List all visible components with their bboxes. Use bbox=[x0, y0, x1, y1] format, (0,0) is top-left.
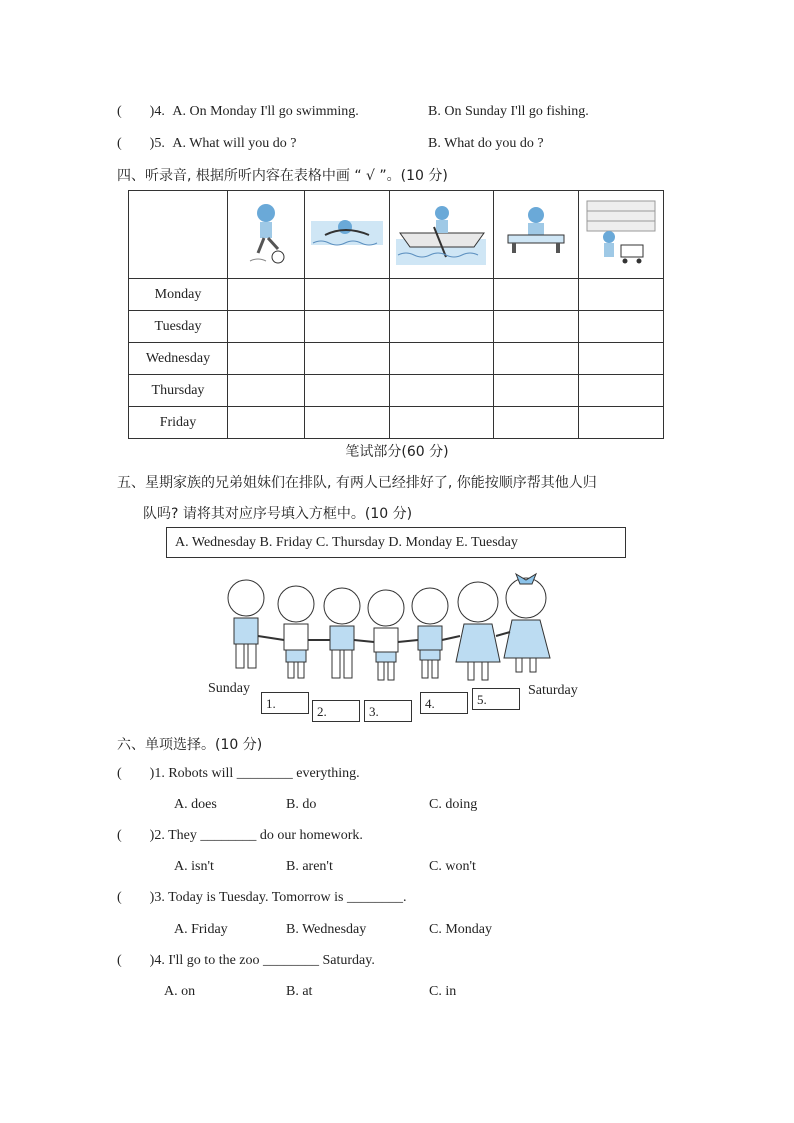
check-cell[interactable] bbox=[228, 279, 305, 311]
section5-title-line1: 五、星期家族的兄弟姐妹们在排队, 有两人已经排好了, 你能按顺序帮其他人归 bbox=[117, 475, 597, 491]
check-cell[interactable] bbox=[228, 375, 305, 407]
day-label-wednesday: Wednesday bbox=[129, 343, 228, 375]
check-cell[interactable] bbox=[579, 311, 664, 343]
check-cell[interactable] bbox=[305, 279, 390, 311]
written-section-header: 笔试部分(60 分) bbox=[345, 444, 449, 460]
question-4: ( )4. I'll go to the zoo ________ Saturday. bbox=[117, 953, 375, 968]
answer-slot-5[interactable]: 5. bbox=[472, 688, 520, 710]
question-2: ( )2. They ________ do our homework. bbox=[117, 828, 363, 843]
listening-q5: ( )5. A. What will you do ? bbox=[117, 136, 297, 151]
listening-q4-option-b: B. On Sunday I'll go fishing. bbox=[428, 104, 589, 119]
football-icon bbox=[228, 191, 304, 273]
check-cell[interactable] bbox=[390, 343, 494, 375]
check-cell[interactable] bbox=[228, 343, 305, 375]
check-cell[interactable] bbox=[305, 375, 390, 407]
question-1: ( )1. Robots will ________ everything. bbox=[117, 766, 360, 781]
rowing-picture-cell bbox=[390, 191, 494, 279]
swimming-icon bbox=[305, 191, 389, 273]
answer-slot-1[interactable]: 1. bbox=[261, 692, 309, 714]
check-cell[interactable] bbox=[494, 375, 579, 407]
shopping-picture-cell bbox=[579, 191, 664, 279]
q1-option-a[interactable]: A. does bbox=[174, 797, 217, 812]
answer-slot-2[interactable]: 2. bbox=[312, 700, 360, 722]
corner-cell bbox=[129, 191, 228, 279]
check-cell[interactable] bbox=[579, 375, 664, 407]
answer-slot-3[interactable]: 3. bbox=[364, 700, 412, 722]
check-cell[interactable] bbox=[494, 279, 579, 311]
football-picture-cell bbox=[228, 191, 305, 279]
activity-table bbox=[128, 190, 664, 439]
q2-option-a[interactable]: A. isn't bbox=[174, 859, 214, 874]
q4-option-a[interactable]: A. on bbox=[164, 984, 196, 999]
homework-picture-cell bbox=[494, 191, 579, 279]
q2-option-c[interactable]: C. won't bbox=[429, 859, 476, 874]
q3-option-c[interactable]: C. Monday bbox=[429, 922, 492, 937]
check-cell[interactable] bbox=[305, 407, 390, 439]
answer-slot-4[interactable]: 4. bbox=[420, 692, 468, 714]
day-label-thursday: Thursday bbox=[129, 375, 228, 407]
section4-title: 四、听录音, 根据所听内容在表格中画 “ √ ”。(10 分) bbox=[117, 168, 448, 184]
check-cell[interactable] bbox=[228, 407, 305, 439]
q1-option-c[interactable]: C. doing bbox=[429, 797, 478, 812]
children-queue-illustration bbox=[220, 566, 570, 690]
section5-title-line2: 队吗? 请将其对应序号填入方框中。(10 分) bbox=[143, 506, 413, 522]
question-3: ( )3. Today is Tuesday. Tomorrow is ________. bbox=[117, 890, 407, 905]
listening-q4: ( )4. A. On Monday I'll go swimming. bbox=[117, 104, 359, 119]
check-cell[interactable] bbox=[390, 407, 494, 439]
check-cell[interactable] bbox=[494, 343, 579, 375]
q1-option-b[interactable]: B. do bbox=[286, 797, 317, 812]
sunday-label: Sunday bbox=[208, 681, 250, 696]
day-label-monday: Monday bbox=[129, 279, 228, 311]
section6-title: 六、单项选择。(10 分) bbox=[117, 737, 263, 753]
q3-option-b[interactable]: B. Wednesday bbox=[286, 922, 367, 937]
q4-option-c[interactable]: C. in bbox=[429, 984, 457, 999]
check-cell[interactable] bbox=[579, 407, 664, 439]
check-cell[interactable] bbox=[579, 279, 664, 311]
q4-option-b[interactable]: B. at bbox=[286, 984, 313, 999]
check-cell[interactable] bbox=[305, 343, 390, 375]
check-cell[interactable] bbox=[494, 407, 579, 439]
check-cell[interactable] bbox=[579, 343, 664, 375]
check-cell[interactable] bbox=[390, 311, 494, 343]
check-cell[interactable] bbox=[494, 311, 579, 343]
day-label-tuesday: Tuesday bbox=[129, 311, 228, 343]
homework-icon bbox=[494, 191, 578, 273]
boat-icon bbox=[390, 191, 493, 273]
check-cell[interactable] bbox=[390, 375, 494, 407]
swimming-picture-cell bbox=[305, 191, 390, 279]
saturday-label: Saturday bbox=[528, 683, 578, 698]
q3-option-a[interactable]: A. Friday bbox=[174, 922, 228, 937]
check-cell[interactable] bbox=[305, 311, 390, 343]
shopping-icon bbox=[579, 191, 663, 273]
check-cell[interactable] bbox=[228, 311, 305, 343]
day-label-friday: Friday bbox=[129, 407, 228, 439]
options-box: A. Wednesday B. Friday C. Thursday D. Monday E. Tuesday bbox=[166, 527, 626, 558]
listening-q5-option-b: B. What do you do ? bbox=[428, 136, 544, 151]
check-cell[interactable] bbox=[390, 279, 494, 311]
q2-option-b[interactable]: B. aren't bbox=[286, 859, 333, 874]
